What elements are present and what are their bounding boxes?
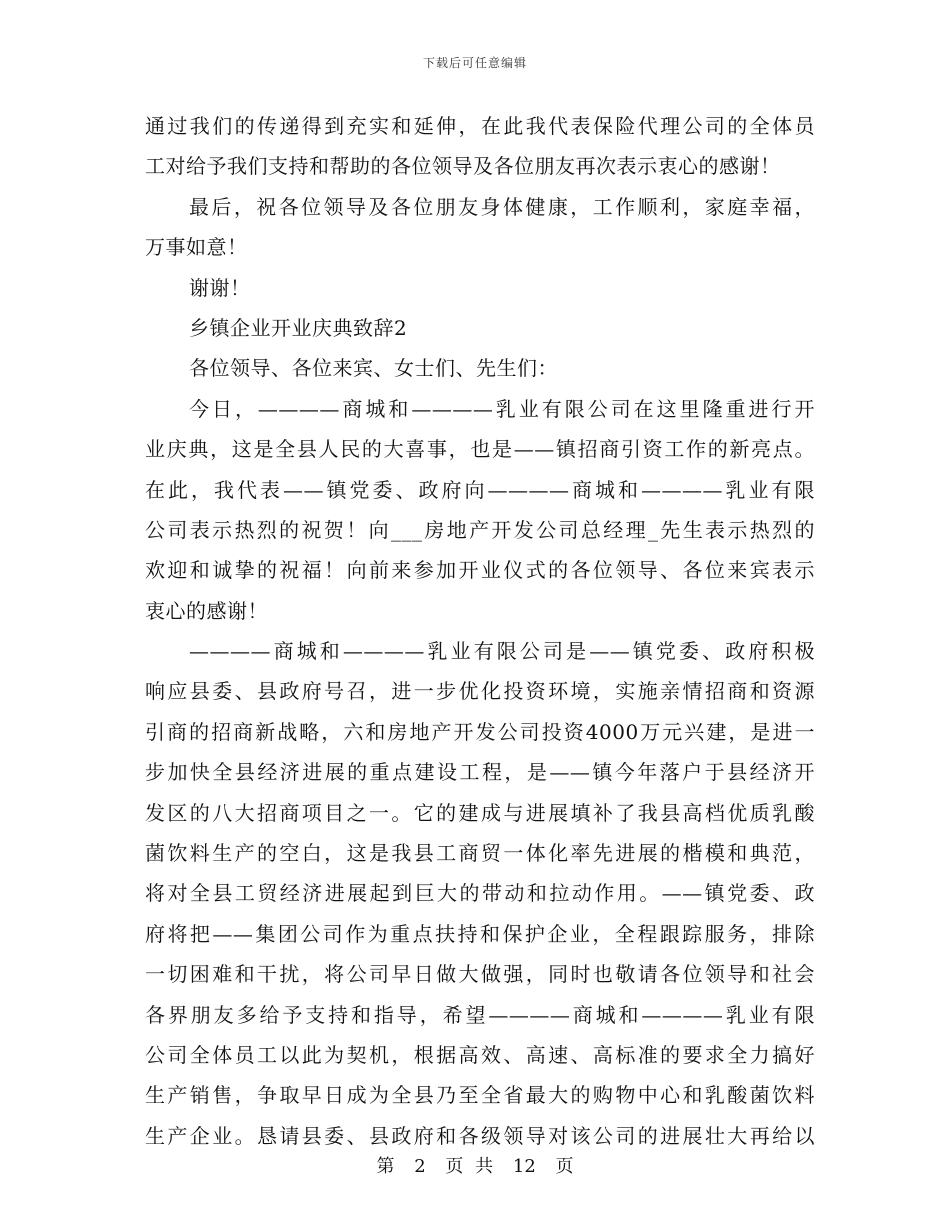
text-line: 一切困难和干扰，将公司早日做大做强，同时也敬请各位领导和社会 (145, 962, 815, 987)
text-line: 谢谢！ (189, 275, 251, 300)
text-line: 府将把——集团公司作为重点扶持和保护企业，全程跟踪服务，排除 (145, 921, 815, 946)
footer-suffix: 页 (555, 1156, 574, 1177)
footer-prefix: 第 (376, 1156, 395, 1177)
footer-middle: 页 共 (445, 1156, 494, 1177)
text-line: 公司表示热烈的祝贺！向___房地产开发公司总经理_先生表示热烈的 (145, 517, 815, 542)
text-line: 在此，我代表——镇党委、政府向————商城和————乳业有限 (145, 477, 815, 502)
text-line: 生产企业。恳请县委、县政府和各级领导对该公司的进展壮大再给以 (145, 1123, 815, 1148)
footer-page-number: 2 (414, 1156, 426, 1177)
text-line: 欢迎和诚挚的祝福！向前来参加开业仪式的各位领导、各位来宾表示 (145, 558, 815, 583)
text-line: 响应县委、县政府号召，进一步优化投资环境，实施亲情招商和资源 (145, 679, 815, 704)
text-line: 业庆典，这是全县人民的大喜事，也是——镇招商引资工作的新亮点。 (145, 437, 815, 462)
footer-total-pages: 12 (512, 1156, 536, 1177)
text-line: 发区的八大招商项目之一。它的建成与进展填补了我县高档优质乳酸 (145, 800, 815, 825)
text-line: 最后，祝各位领导及各位朋友身体健康，工作顺利，家庭幸福， (189, 194, 815, 219)
text-line: 衷心的感谢！ (145, 598, 268, 623)
text-line: 引商的招商新战略，六和房地产开发公司投资4000万元兴建，是进一 (145, 719, 815, 744)
header-note: 下载后可任意编辑 (422, 56, 527, 70)
text-line: 通过我们的传递得到充实和延伸，在此我代表保险代理公司的全体员 (145, 114, 815, 138)
document-body (145, 106, 815, 1156)
text-line: 各位领导、各位来宾、女士们、先生们： (189, 356, 558, 381)
page-footer (0, 1152, 950, 1178)
text-line: 公司全体员工以此为契机，根据高效、高速、高标准的要求全力搞好 (145, 1042, 815, 1067)
text-line: 步加快全县经济进展的重点建设工程，是——镇今年落户于县经济开 (145, 760, 815, 785)
text-line: 工对给予我们支持和帮助的各位领导及各位朋友再次表示衷心的感谢！ (145, 154, 781, 179)
text-line: ————商城和————乳业有限公司是——镇党委、政府积极 (189, 639, 815, 664)
text-line: 菌饮料生产的空白，这是我县工商贸一体化率先进展的楷模和典范， (145, 841, 815, 866)
text-line: 生产销售，争取早日成为全县乃至全省最大的购物中心和乳酸菌饮料 (145, 1083, 815, 1108)
text-line: 乡镇企业开业庆典致辞2 (189, 315, 408, 340)
text-line: 各界朋友多给予支持和指导，希望————商城和————乳业有限 (145, 1002, 815, 1027)
text-line: 今日，————商城和————乳业有限公司在这里隆重进行开 (189, 396, 815, 421)
text-line: 万事如意！ (145, 235, 248, 260)
text-line: 将对全县工贸经济进展起到巨大的带动和拉动作用。——镇党委、政 (145, 881, 815, 906)
